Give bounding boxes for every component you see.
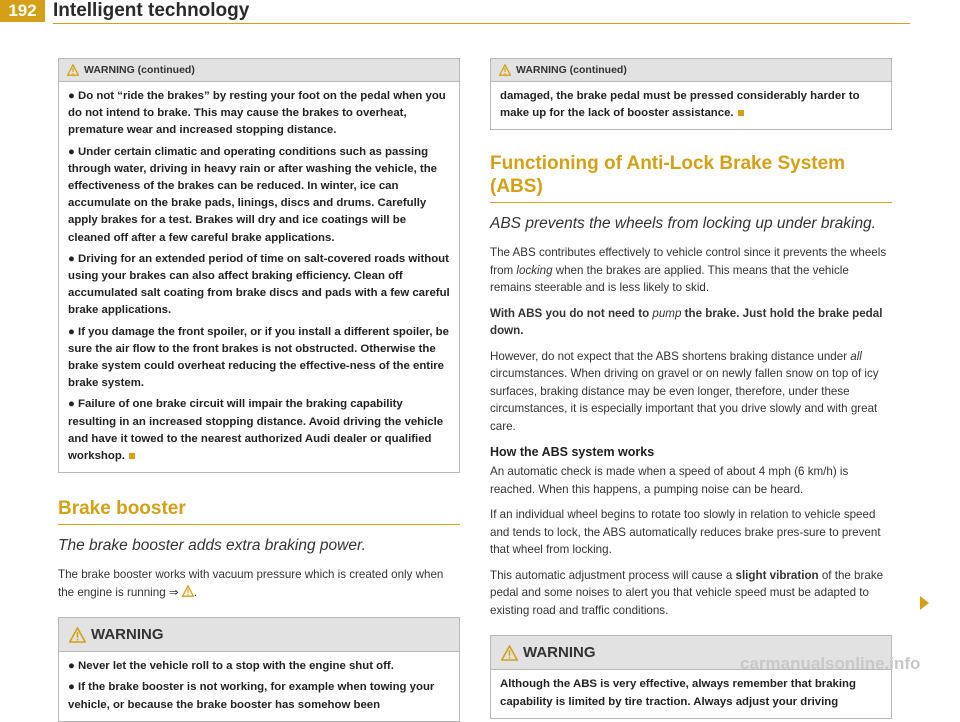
- section-rule: [490, 202, 892, 203]
- warning-item: ● If the brake booster is not working, for example when towing your vehicle, or because the brake booster has somehow been: [68, 681, 435, 711]
- warning-item: ● Do not “ride the brakes” by resting your foot on the pedal when you do not intend to brake. This may cause the brakes to overheat, premature wear and increased stopping distance.: [68, 90, 446, 137]
- abs-subheading: How the ABS system works: [490, 445, 655, 460]
- section-lead: ABS prevents the wheels from locking up under braking.: [490, 215, 876, 233]
- warning-label: WARNING (continued): [516, 64, 627, 76]
- warning-booster-box: [58, 617, 460, 722]
- abs-section: [490, 152, 892, 619]
- warning-item: ● Never let the vehicle roll to a stop with the engine shut off.: [68, 660, 394, 673]
- abs-para-5: If an individual wheel begins to rotate too slowly in relation to vehicle speed and tends to lock, the ABS automatically reduces brake pres-sure to prevent that wheel from locking.: [490, 508, 881, 557]
- warning-body: [59, 652, 459, 721]
- page-number: 192: [0, 0, 45, 22]
- chapter-title: Intelligent technology: [53, 0, 250, 21]
- header-rule: [53, 23, 910, 24]
- section-end-marker: [738, 110, 744, 116]
- abs-para-3: However, do not expect that the ABS shortens braking distance under all circumstances. When driving on gravel or on newly fallen snow on top of icy surfaces, braking distance may be even longer, therefore, under these circumstances, it is especially important that you drive slowly and with great care.: [490, 349, 879, 433]
- brake-booster-section: [58, 497, 460, 601]
- continue-arrow-icon: [920, 596, 929, 610]
- warning-triangle-icon: [69, 627, 86, 643]
- right-column: [490, 58, 892, 719]
- warning-body: [491, 82, 891, 129]
- warning-continued-box: [490, 58, 892, 130]
- warning-item-last: damaged, the brake pedal must be pressed considerably harder to make up for the lack of booster assistance.: [500, 90, 860, 120]
- abs-para-2: With ABS you do not need to pump the brake. Just hold the brake pedal down.: [490, 306, 883, 338]
- warning-label: WARNING: [523, 644, 596, 662]
- section-title: Functioning of Anti-Lock Brake System (ABS): [490, 153, 846, 198]
- warning-triangle-icon: [501, 645, 518, 661]
- section-title: Brake booster: [58, 498, 186, 520]
- warning-abs-box: [490, 635, 892, 718]
- warning-header: [59, 618, 459, 652]
- abs-para-6: This automatic adjustment process will cause a slight vibration of the brake pedal and some noises to alert you that vehicle speed must be adapted to existing road and traffic conditions.: [490, 568, 884, 617]
- warning-body: [59, 82, 459, 472]
- page-header: [0, 0, 960, 30]
- warning-item: ● Under certain climatic and operating conditions such as passing through water, driving in heavy rain or after washing the vehicle, the effectiveness of the brakes can be reduced. In winter, ice can accumulate on the brake pads, linings, discs and drums. Carefully apply brakes for a test. Brakes will dry and ice coatings will be cleaned off after a few careful brake applications.: [68, 145, 438, 244]
- warning-item-last: ● Failure of one brake circuit will impair the braking capability resulting in an increased stopping distance. Avoid driving the vehicle and have it towed to the nearest authorized Audi dealer or qualified workshop.: [68, 398, 444, 463]
- section-end-marker: [129, 453, 135, 459]
- warning-label: WARNING (continued): [84, 64, 195, 76]
- warning-ref-icon[interactable]: [182, 585, 194, 597]
- warning-triangle-icon: [67, 64, 79, 76]
- warning-item: ● If you damage the front spoiler, or if you install a different spoiler, be sure the air flow to the front brakes is not obstructed. Otherwise the brake system could overheat reducing the effective-ness of the entire brake system.: [68, 325, 449, 390]
- left-column: [58, 58, 460, 722]
- booster-body: The brake booster works with vacuum pressure which is created only when the engine is running ⇒ .: [58, 568, 444, 599]
- warning-label: WARNING: [91, 626, 164, 644]
- abs-para-1: The ABS contributes effectively to vehicle control since it prevents the wheels from locking when the brakes are applied. This means that the vehicle remains steerable and is less likely to skid.: [490, 246, 887, 295]
- abs-para-4: An automatic check is made when a speed of about 4 mph (6 km/h) is reached. When this happens, a pumping noise can be heard.: [490, 465, 849, 496]
- warning-header: [59, 59, 459, 82]
- warning-item: ● Driving for an extended period of time on salt-covered roads without using your brakes can also affect braking efficiency. Clean off accumulated salt coating from brake discs and pads with a few careful brake applications.: [68, 252, 450, 317]
- section-rule: [58, 524, 460, 525]
- warning-body: [491, 670, 891, 717]
- section-lead: The brake booster adds extra braking power.: [58, 537, 366, 555]
- warning-triangle-icon: [499, 64, 511, 76]
- warning-header: [491, 59, 891, 82]
- watermark: carmanualsonline.info: [740, 654, 921, 673]
- warning-continued-box: [58, 58, 460, 473]
- warning-text: Although the ABS is very effective, always remember that braking capability is limited by tire traction. Always adjust your driving: [500, 678, 856, 708]
